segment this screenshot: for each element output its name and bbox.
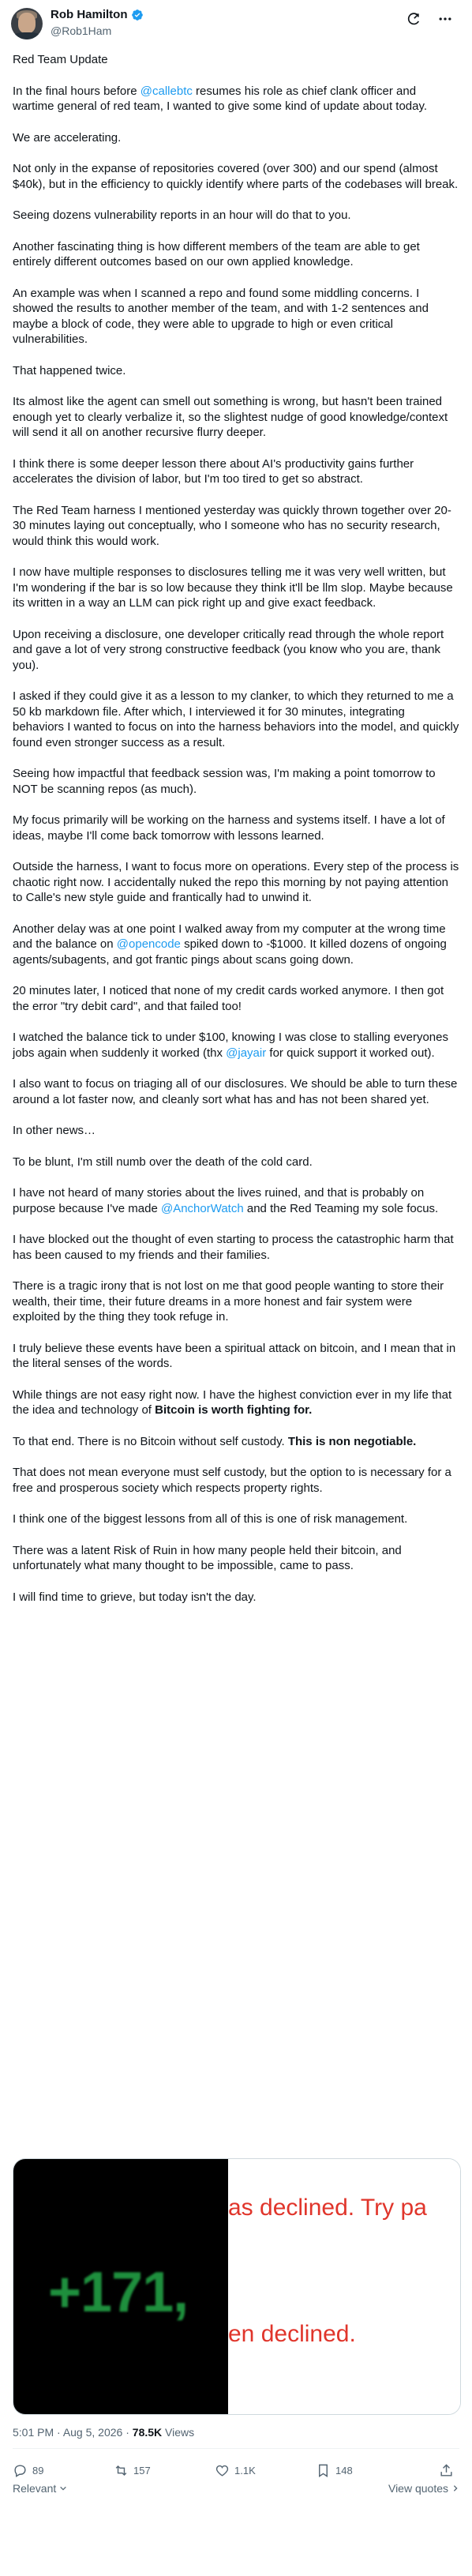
views-count: 78.5K: [132, 2426, 163, 2439]
tweet-paragraph: [13, 1279, 459, 1325]
bookmark-count: 148: [335, 2464, 353, 2476]
text-run: I have not heard of many stories about the lives ruined, and that is probably on purpose because I've made: [13, 1186, 428, 1215]
text-run: Its almost like the agent can smell out something is wrong, but hasn't been trained enough yet to clearly verbalize it, so the slightest nudge of good knowledge/context will send it all on another recursive flurry deeper.: [13, 395, 451, 439]
text-run: Another fascinating thing is how different members of the team are able to get entirely different outcomes based on our own applied knowledge.: [13, 239, 424, 268]
tweet-paragraph: [13, 1543, 459, 1574]
tweet-paragraph: [13, 1465, 459, 1496]
text-run: Seeing dozens vulnerability reports in an hour will do that to you.: [13, 208, 351, 222]
media-image-balance[interactable]: [13, 2159, 228, 2414]
text-run: I think there is some deeper lesson there about AI's productivity gains further accelerates the division of labor, but I'm too tired to get so abstract.: [13, 456, 418, 486]
repost-icon: [114, 2463, 129, 2478]
mention-link[interactable]: @jayair: [226, 1046, 267, 1060]
tweet-paragraph: [13, 1155, 459, 1170]
tweet-paragraph: [13, 1511, 459, 1527]
tweet-meta: [13, 2425, 194, 2439]
tweet-paragraph: [13, 627, 459, 674]
tweet-paragraph: [13, 1341, 459, 1372]
declined-text-1: as declined. Try pa: [228, 2195, 427, 2221]
share-icon: [439, 2463, 454, 2478]
tweet-paragraph: [13, 130, 459, 146]
text-run: I also want to focus on triaging all of our disclosures. We should be able to turn these around a lot faster now, and cleanly sort what has and has not been shared yet.: [13, 1077, 461, 1106]
tweet-paragraph: [13, 363, 459, 379]
text-run: There was a latent Risk of Ruin in how many people held their bitcoin, and unfortunately what many thought to be impossible, came to pass.: [13, 1543, 405, 1572]
text-run: To be blunt, I'm still numb over the death of the cold card.: [13, 1155, 313, 1169]
text-run: I think one of the biggest lessons from all of this is one of risk management.: [13, 1512, 408, 1526]
view-quotes-label: View quotes: [388, 2482, 448, 2495]
bold-text: This is non negotiable.: [287, 1434, 417, 1448]
text-run: To that end. There is no Bitcoin without self custody.: [13, 1434, 288, 1448]
tweet-paragraph: [13, 689, 463, 750]
text-run: Seeing how impactful that feedback session was, I'm making a point tomorrow to NOT be scanning repos (as much).: [13, 767, 439, 796]
text-run: Outside the harness, I want to focus more on operations. Every step of the process is chaotic right now. I accidentally nuked the repo this morning by not paying attention to Calle's new style guide and frantically had to unwind it.: [13, 860, 463, 904]
tweet-paragraph: [13, 1232, 459, 1263]
declined-text-2: en declined.: [228, 2321, 356, 2347]
text-run: I now have multiple responses to disclosures telling me it was very well written, but I'm wondering if the bar is so low because they think it'll be llm slop. Maybe because its written in a way an LLM can pick right up and give exact feedback.: [13, 565, 456, 610]
author-handle[interactable]: @Rob1Ham: [51, 24, 112, 37]
text-run: We are accelerating.: [13, 130, 122, 145]
text-run: While things are not easy right now. I have the highest conviction ever in my life that the idea and technology of: [13, 1388, 455, 1417]
reply-count: 89: [32, 2464, 44, 2476]
text-run: In other news…: [13, 1124, 96, 1137]
text-run: 20 minutes later, I noticed that none of my credit cards worked anymore. I then got the error "try debit card", and that failed too!: [13, 984, 448, 1013]
tweet-time[interactable]: 5:01 PM: [13, 2426, 54, 2439]
tweet-paragraph: [13, 1590, 459, 1605]
tweet-paragraph: [13, 766, 459, 797]
tweet-paragraph: [13, 1434, 459, 1450]
text-run: resumes his role as chief clank officer and wartime general of red team, I wanted to give some kind of update about today.: [13, 84, 428, 113]
tweet-paragraph: [13, 208, 459, 223]
tweet-paragraph: [13, 1123, 459, 1139]
tweet-paragraph: [13, 983, 459, 1014]
tweet-paragraph: [13, 1076, 459, 1107]
more-icon[interactable]: [437, 11, 453, 27]
author-name-row[interactable]: [51, 8, 144, 22]
text-run: and the Red Teaming my sole focus.: [243, 1201, 439, 1215]
reply-icon: [13, 2463, 28, 2478]
text-run: An example was when I scanned a repo and found some middling concerns. I showed the results to another member of the team, and with 1-2 sentences and maybe a block of code, they were able to upgrade to high or even critical vulnerabilities.: [13, 286, 433, 346]
tweet-header: [0, 0, 472, 47]
tweet-paragraph: [13, 456, 459, 487]
text-run: That happened twice.: [13, 363, 126, 377]
balance-text: +171,: [48, 2261, 189, 2324]
divider-top: [13, 2448, 459, 2449]
tweet-paragraph: [13, 922, 459, 968]
tweet-paragraph: [13, 84, 459, 115]
media-image-declined[interactable]: [228, 2159, 460, 2414]
text-run: I will find time to grieve, but today isn't the day.: [13, 1590, 257, 1604]
text-run: I truly believe these events have been a spiritual attack on bitcoin, and I mean that in the literal senses of the words.: [13, 1341, 459, 1370]
view-quotes-link[interactable]: [388, 2482, 459, 2495]
tweet-footer: [13, 2480, 459, 2499]
text-run: The Red Team harness I mentioned yesterday was quickly thrown together over 20-30 minutes laying out conceptually, who I someone who has no security research, would think this would work.: [13, 503, 451, 548]
tweet-text: [13, 52, 463, 1620]
avatar-face: [18, 13, 36, 33]
text-run: Not only in the expanse of repositories covered (over 300) and our spend (almost $40k), but in the efficiency to quickly identify where parts of the codebases will break.: [13, 162, 459, 191]
tweet-paragraph: [13, 565, 459, 611]
views-label: Views: [165, 2426, 195, 2439]
mention-link[interactable]: @AnchorWatch: [160, 1201, 244, 1215]
mention-link[interactable]: @opencode: [116, 937, 181, 951]
tweet-paragraph: [13, 859, 463, 906]
text-run: Another delay was at one point I walked away from my computer at the wrong time and the balance on: [13, 922, 449, 951]
tweet-paragraph: [13, 286, 459, 347]
grok-icon[interactable]: [406, 11, 421, 27]
chevron-down-icon: [59, 2484, 67, 2492]
text-run: spiked down to -$1000. It killed dozens of ongoing agents/subagents, and got frantic pings about scans going down.: [13, 937, 450, 967]
text-run: Red Team Update: [13, 53, 108, 66]
chevron-right-icon: [451, 2484, 459, 2492]
text-run: My focus primarily will be working on the harness and systems itself. I have a lot of ideas, maybe I'll come back tomorrow with lessons learned.: [13, 813, 448, 843]
author-name[interactable]: Rob Hamilton: [51, 8, 128, 21]
tweet-paragraph: [13, 813, 459, 843]
like-count: 1.1K: [234, 2464, 256, 2476]
bookmark-icon: [316, 2463, 331, 2478]
text-run: I have blocked out the thought of even starting to process the catastrophic harm that has been caused to my friends and their families.: [13, 1233, 457, 1262]
media-attachment[interactable]: [13, 2158, 461, 2415]
tweet-paragraph: [13, 394, 459, 441]
bold-text: Bitcoin is worth fighting for.: [155, 1403, 313, 1417]
text-run: for quick support it worked out).: [266, 1046, 435, 1060]
meta-separator-2: ·: [122, 2426, 133, 2439]
sort-relevant-label: Relevant: [13, 2482, 57, 2495]
heart-icon: [215, 2463, 230, 2478]
repost-count: 157: [133, 2464, 151, 2476]
text-run: I watched the balance tick to under $100, knowing I was close to stalling everyones jobs again when suddenly it worked (thx: [13, 1031, 452, 1060]
meta-separator: ·: [54, 2426, 63, 2439]
text-run: Upon receiving a disclosure, one developer critically read through the whole report and gave a lot of very strong constructive feedback (you know who you are, thank you).: [13, 627, 448, 672]
tweet-paragraph: [13, 1388, 459, 1418]
tweet-paragraph: [13, 52, 459, 68]
avatar[interactable]: [11, 8, 43, 39]
text-run: I asked if they could give it as a lesson to my clanker, to which they returned to me a 50 kb markdown file. After which, I interviewed it for 30 minutes, integrating behaviors I wanted to focus on into the harness behaviors into the model, and quickly found even stronger success as a result.: [13, 689, 463, 749]
text-run: In the final hours before: [13, 84, 140, 98]
text-run: That does not mean everyone must self custody, but the option to is necessary for a free and prosperous society which respects property rights.: [13, 1466, 455, 1495]
text-run: There is a tragic irony that is not lost on me that good people wanting to store their wealth, their time, their future dreams in a more honest and fair system were exploited by the thing they took refuge in.: [13, 1279, 448, 1324]
tweet-paragraph: [13, 161, 459, 192]
sort-relevant-dropdown[interactable]: [13, 2482, 67, 2495]
tweet-date[interactable]: Aug 5, 2026: [62, 2426, 123, 2439]
avatar-shirt: [13, 32, 41, 39]
tweet-paragraph: [13, 239, 459, 270]
tweet-paragraph: [13, 1030, 459, 1061]
verified-badge-icon: [131, 9, 144, 21]
mention-link[interactable]: @callebtc: [140, 84, 193, 98]
tweet-paragraph: [13, 1185, 459, 1216]
tweet-paragraph: [13, 503, 459, 550]
